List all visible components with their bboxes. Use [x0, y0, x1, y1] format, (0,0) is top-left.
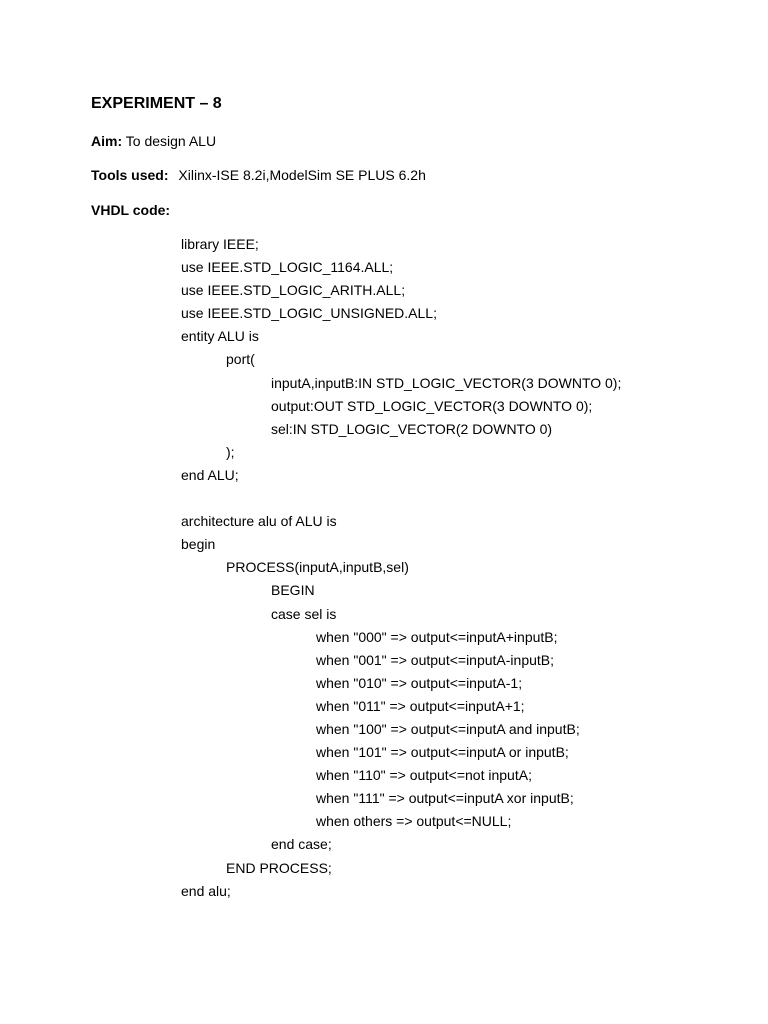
code-line: BEGIN [271, 582, 315, 599]
code-line: when "011" => output<=inputA+1; [316, 697, 525, 714]
code-line: inputA,inputB:IN STD_LOGIC_VECTOR(3 DOWNTO 0); [271, 374, 622, 391]
code-line: when "010" => output<=inputA-1; [316, 674, 523, 691]
code-line: when "101" => output<=inputA or inputB; [316, 744, 569, 761]
code-line [181, 488, 621, 511]
code-line: port( [226, 351, 255, 368]
tools-line [91, 165, 426, 185]
tools-value: Xilinx-ISE 8.2i,ModelSim SE PLUS 6.2h [178, 167, 426, 183]
code-line: when "110" => output<=not inputA; [316, 767, 532, 784]
code-line: end ALU; [181, 466, 239, 483]
aim-value: To design ALU [125, 133, 217, 149]
code-line: architecture alu of ALU is [181, 513, 337, 530]
code-line: output:OUT STD_LOGIC_VECTOR(3 DOWNTO 0); [271, 397, 593, 414]
code-block [181, 234, 621, 904]
code-line: when "111" => output<=inputA xor inputB; [316, 790, 574, 807]
code-line: END PROCESS; [226, 859, 332, 876]
code-line: end alu; [181, 882, 231, 899]
vhdl-label: VHDL code: [91, 202, 171, 218]
code-line: end case; [271, 836, 332, 853]
code-line: entity ALU is [181, 328, 259, 345]
page-title: EXPERIMENT – 8 [91, 95, 222, 112]
code-line: use IEEE.STD_LOGIC_1164.ALL; [181, 259, 394, 276]
code-line: use IEEE.STD_LOGIC_ARITH.ALL; [181, 282, 406, 299]
aim-label: Aim: [91, 133, 123, 149]
code-line: when "100" => output<=inputA and inputB; [316, 720, 580, 737]
aim-line [91, 131, 216, 151]
code-line: use IEEE.STD_LOGIC_UNSIGNED.ALL; [181, 305, 437, 322]
code-line: ); [226, 443, 235, 460]
code-line: when "000" => output<=inputA+inputB; [316, 628, 558, 645]
code-line: begin [181, 536, 216, 553]
code-line: when "001" => output<=inputA-inputB; [316, 651, 555, 668]
code-line: library IEEE; [181, 236, 259, 252]
code-line: PROCESS(inputA,inputB,sel) [226, 559, 409, 576]
code-line: sel:IN STD_LOGIC_VECTOR(2 DOWNTO 0) [271, 420, 553, 437]
tools-label: Tools used: [91, 167, 169, 183]
vhdl-line [91, 200, 170, 220]
code-line: case sel is [271, 605, 337, 622]
code-line: when others => output<=NULL; [316, 813, 512, 830]
